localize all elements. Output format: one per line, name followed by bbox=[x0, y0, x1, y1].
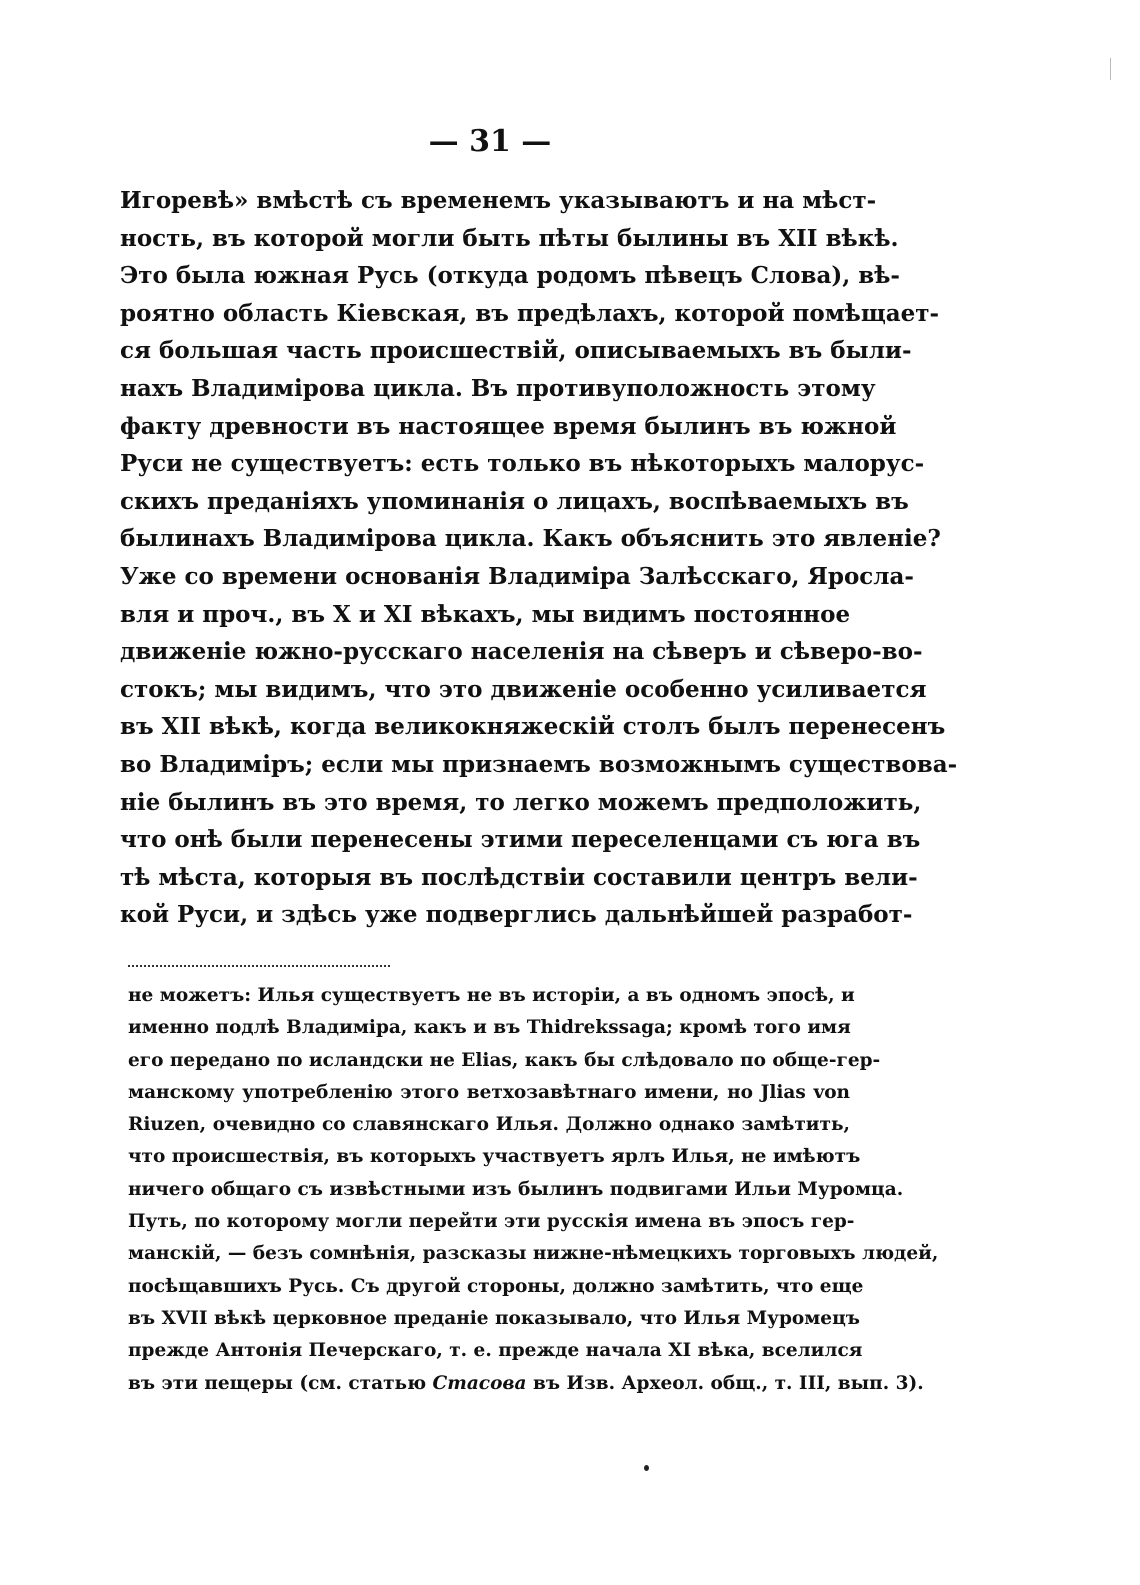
author-name-italic: Стасова bbox=[432, 1372, 527, 1394]
scan-edge-mark bbox=[1110, 58, 1111, 80]
text-line: стокъ; мы видимъ, что это движеніе особенно усиливается bbox=[120, 675, 927, 703]
footnote-line: посѣщавшихъ Русь. Съ другой стороны, должно замѣтить, что еще bbox=[128, 1275, 864, 1297]
text-line: кой Руси, и здѣсь уже подверглись дальнѣйшей разработ- bbox=[120, 901, 913, 929]
text-line: въ XII вѣкѣ, когда великокняжескій столъ былъ перенесенъ bbox=[120, 713, 946, 741]
text-line: скихъ преданіяхъ упоминанія о лицахъ, воспѣваемыхъ въ bbox=[120, 487, 909, 515]
footnote-line: въ XVII вѣкѣ церковное преданіе показывало, что Илья Муромецъ bbox=[128, 1307, 860, 1329]
footnote bbox=[128, 980, 939, 1400]
footnote-line: манскій, — безъ сомнѣнія, разсказы нижне-нѣмецкихъ торговыхъ людей, bbox=[128, 1243, 939, 1265]
text-line: роятно область Кіевская, въ предѣлахъ, которой помѣщает- bbox=[120, 299, 940, 327]
footnote-line: прежде Антонія Печерскаго, т. е. прежде начала XI вѣка, вселился bbox=[128, 1340, 863, 1362]
footnote-line: манскому употребленію этого ветхозавѣтнаго имени, но Jlias von bbox=[128, 1081, 850, 1103]
main-text bbox=[120, 182, 958, 934]
footnote-line: именно подлѣ Владиміра, какъ и въ Thidrekssaga; кромѣ того имя bbox=[128, 1017, 851, 1039]
text-line: Игоревѣ» вмѣстѣ съ временемъ указываютъ и на мѣст- bbox=[120, 187, 877, 214]
text-line: факту древности въ настоящее время былинъ въ южной bbox=[120, 412, 897, 440]
footnote-text: въ эти пещеры (см. статью bbox=[128, 1372, 433, 1394]
footnote-text: въ Изв. Археол. общ., т. III, вып. 3). bbox=[526, 1372, 924, 1394]
text-line: нахъ Владимірова цикла. Въ противуположность этому bbox=[120, 374, 876, 402]
text-line: во Владиміръ; если мы признаемъ возможнымъ существова- bbox=[120, 750, 958, 778]
ink-speck bbox=[644, 1465, 649, 1471]
text-line: ность, въ которой могли быть пѣты былины въ XII вѣкѣ. bbox=[120, 224, 899, 252]
text-line: ся большая часть происшествій, описываемыхъ въ были- bbox=[120, 337, 912, 365]
footnote-line: что происшествія, въ которыхъ участвуетъ ярлъ Илья, не имѣютъ bbox=[128, 1146, 861, 1168]
page-number: — 31 — bbox=[428, 124, 552, 159]
text-line: Уже со времени основанія Владиміра Залѣсскаго, Яросла- bbox=[120, 562, 914, 590]
text-line: вля и проч., въ X и XI вѣкахъ, мы видимъ постоянное bbox=[120, 600, 851, 628]
text-line: ніе былинъ въ это время, то легко можемъ предположить, bbox=[120, 788, 922, 816]
footnote-line: его передано по исландски не Elias, какъ бы слѣдовало по обще-гер- bbox=[128, 1049, 881, 1071]
text-line: Руси не существуетъ: есть только въ нѣкоторыхъ малорус- bbox=[120, 450, 925, 478]
text-line: тѣ мѣста, которыя въ послѣдствіи составили центръ вели- bbox=[120, 863, 918, 891]
footnote-last-line bbox=[128, 1368, 924, 1400]
text-line: движеніе южно-русскаго населенія на сѣверъ и сѣверо-во- bbox=[120, 638, 923, 666]
footnote-line: не можетъ: Илья существуетъ не въ исторіи, а въ одномъ эпосѣ, и bbox=[128, 985, 855, 1006]
footnote-line: Riuzen, очевидно со славянскаго Илья. Должно однако замѣтить, bbox=[128, 1114, 850, 1136]
footnote-divider bbox=[128, 965, 390, 967]
text-line: былинахъ Владимірова цикла. Какъ объяснить это явленіе? bbox=[120, 525, 941, 553]
text-line: Это была южная Русь (откуда родомъ пѣвецъ Слова), вѣ- bbox=[120, 262, 900, 290]
footnote-line: ничего общаго съ извѣстными изъ былинъ подвигами Ильи Муромца. bbox=[128, 1178, 904, 1200]
text-line: что онѣ были перенесены этими переселенцами съ юга въ bbox=[120, 826, 921, 854]
footnote-line: Путь, по которому могли перейти эти русскія имена въ эпосъ гер- bbox=[128, 1211, 855, 1233]
